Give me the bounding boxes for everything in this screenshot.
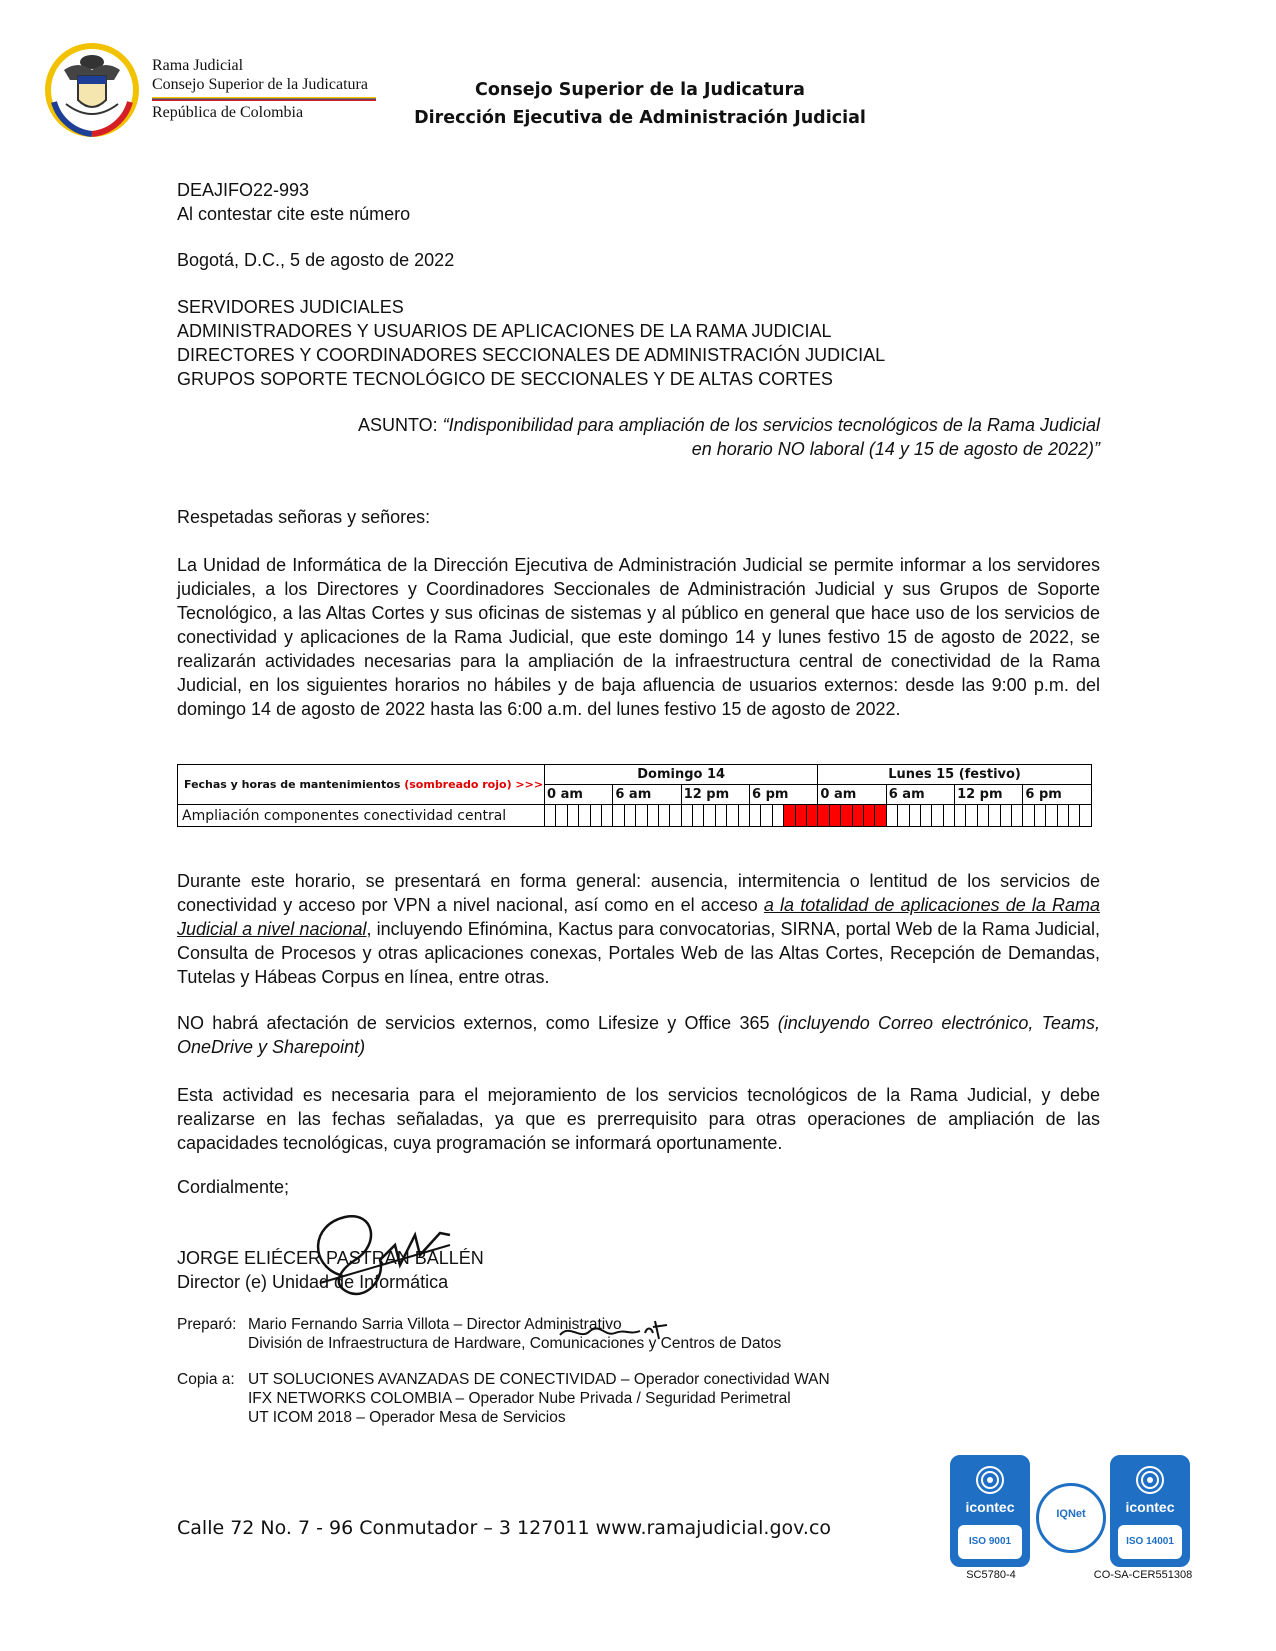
schedule-slot — [693, 805, 704, 827]
date-line: Bogotá, D.C., 5 de agosto de 2022 — [177, 250, 455, 270]
time-tick-label: 12 pm — [955, 785, 1023, 805]
badge-iso: ISO 9001 — [958, 1525, 1022, 1559]
schedule-slot — [658, 805, 669, 827]
prepared-label: Preparó: — [177, 1316, 237, 1333]
schedule-slot — [966, 805, 977, 827]
schedule-header-label: Fechas y horas de mantenimientos (sombreado rojo) >>> — [178, 765, 545, 805]
badge-brand: icontec — [965, 1499, 1015, 1515]
schedule-slot-shaded — [818, 805, 829, 827]
badge-code: SC5780-4 — [966, 1569, 1016, 1581]
schedule-slot — [761, 805, 772, 827]
cite-note: Al contestar cite este número — [177, 204, 411, 224]
header-title-line-2: Dirección Ejecutiva de Administración Judicial — [414, 108, 866, 128]
schedule-slot — [886, 805, 897, 827]
copy-line: IFX NETWORKS COLOMBIA – Operador Nube Privada / Seguridad Perimetral — [248, 1390, 791, 1407]
reference-block — [177, 178, 1100, 226]
day-header-sunday: Domingo 14 — [545, 765, 818, 785]
paragraph-2 — [177, 869, 1100, 989]
subject-line-2: en horario NO laboral (14 y 15 de agosto de 2022)” — [691, 439, 1100, 459]
schedule-slot — [920, 805, 931, 827]
schedule-slot — [738, 805, 749, 827]
org-line-1: Rama Judicial — [152, 57, 244, 74]
header-title-line-1: Consejo Superior de la Judicatura — [475, 80, 805, 100]
schedule-slot-shaded — [829, 805, 840, 827]
paragraph-1: La Unidad de Informática de la Dirección Ejecutiva de Administración Judicial se permite informar a los servidores judiciales, a los Directores y Coordinadores Seccionales de Administración Judicial y sus Grupos de Soporte Tecnológico, a las Altas Cortes y sus oficinas de sistemas y al público en general que hace uso de los servicios de conectividad y aplicaciones de la Rama Judicial, que este domingo 14 y lunes festivo 15 de agosto de 2022, se realizarán actividades necesarias para la ampliación de la infraestructura central de conectividad de la Rama Judicial, en los siguientes horarios no hábiles y de baja afluencia de usuarios externos: desde las 9:00 p.m. del domingo 14 de agosto de 2022 hasta las 6:00 a.m. del lunes festivo 15 de agosto de 2022. — [177, 555, 1100, 719]
day-header-monday: Lunes 15 (festivo) — [818, 765, 1091, 785]
paragraph-2-text: Durante este horario, se presentará en forma general: ausencia, intermitencia o lentitud de los servicios de conectividad y acceso por VPN a nivel nacional, así como en el acceso — [177, 871, 1100, 915]
prepared-block — [248, 1315, 781, 1353]
paragraph-3 — [177, 1011, 1100, 1059]
schedule-slot — [977, 805, 988, 827]
iqnet-label: IQNet — [1056, 1508, 1086, 1520]
prepared-line-1: Mario Fernando Sarria Villota – Director Administrativo — [248, 1316, 622, 1333]
paragraph-3-italic: (incluyendo Correo electrónico, Teams, OneDrive y Sharepoint) — [177, 1013, 1100, 1057]
icontec-logo-icon — [1135, 1465, 1165, 1495]
initials-image — [555, 1313, 675, 1343]
schedule-slot — [1080, 805, 1091, 827]
schedule-slot — [647, 805, 658, 827]
reference-number: DEAJIFO22-993 — [177, 180, 310, 200]
badge-brand: icontec — [1125, 1499, 1175, 1515]
recipients — [177, 295, 1100, 391]
schedule-slot-shaded — [852, 805, 863, 827]
schedule-slot — [1012, 805, 1023, 827]
coat-of-arms-icon — [44, 40, 144, 140]
schedule-slot-shaded — [863, 805, 874, 827]
schedule-slot — [772, 805, 783, 827]
schedule-slot-shaded — [875, 805, 886, 827]
schedule-slot — [898, 805, 909, 827]
schedule-slot-shaded — [806, 805, 817, 827]
schedule-slot — [556, 805, 567, 827]
schedule-slot — [704, 805, 715, 827]
recipient-line: SERVIDORES JUDICIALES — [177, 297, 404, 317]
closing: Cordialmente; — [177, 1177, 290, 1197]
schedule-slot — [681, 805, 692, 827]
paragraph-2-text-end: , incluyendo Efinómina, Kactus para convocatorias, SIRNA, portal Web de la Rama Judicial, Consulta de Procesos y otras aplicaciones conexas, Portales Web de las Altas Cortes, Recepción de Demandas, Tutelas y Hábeas Corpus en línea, entre otras. — [177, 919, 1100, 987]
time-tick-label: 0 am — [818, 785, 886, 805]
recipient-line: GRUPOS SOPORTE TECNOLÓGICO DE SECCIONALES Y DE ALTAS CORTES — [177, 369, 833, 389]
schedule-slot — [670, 805, 681, 827]
schedule-slot — [636, 805, 647, 827]
schedule-slot — [943, 805, 954, 827]
time-tick-label: 6 pm — [750, 785, 818, 805]
subject-label: ASUNTO: — [357, 415, 438, 435]
paragraph-2-emphasis: a la totalidad de aplicaciones de la Rama Judicial a nivel nacional — [177, 895, 1100, 939]
schedule-slot — [567, 805, 578, 827]
schedule-slot — [750, 805, 761, 827]
schedule-slot-shaded — [841, 805, 852, 827]
signer-name: JORGE ELIÉCER PASTRÁN BALLÉN — [177, 1248, 484, 1268]
paragraph-3-text: NO habrá afectación de servicios externos, como Lifesize y Office 365 — [177, 1013, 778, 1033]
org-line-2: Consejo Superior de la Judicatura — [152, 76, 368, 93]
org-line-3: República de Colombia — [152, 104, 304, 121]
recipient-line: DIRECTORES Y COORDINADORES SECCIONALES DE ADMINISTRACIÓN JUDICIAL — [177, 345, 886, 365]
activity-label: Ampliación componentes conectividad central — [178, 805, 545, 827]
signer-block — [177, 1246, 1100, 1294]
signer-role: Director (e) Unidad de Informática — [177, 1272, 449, 1292]
icontec-badge-14001 — [1110, 1455, 1190, 1567]
schedule-slot — [955, 805, 966, 827]
copy-label: Copia a: — [177, 1371, 235, 1388]
badge-code: CO-SA-CER551308 — [1093, 1569, 1193, 1581]
schedule-slot — [715, 805, 726, 827]
time-tick-label: 12 pm — [681, 785, 749, 805]
copy-line: UT SOLUCIONES AVANZADAS DE CONECTIVIDAD – Operador conectividad WAN — [248, 1371, 830, 1388]
schedule-table — [177, 764, 1092, 827]
copy-line: UT ICOM 2018 – Operador Mesa de Servicios — [248, 1409, 566, 1426]
maintenance-schedule — [177, 764, 1092, 827]
paragraph-4: Esta actividad es necesaria para el mejoramiento de los servicios tecnológicos de la Rama Judicial, y debe realizarse en las fechas señaladas, ya que es prerrequisito para otras operaciones de ampliación de las capacidades tecnológicas, cuya programación se informará oportunamente. — [177, 1085, 1100, 1153]
schedule-slot — [601, 805, 612, 827]
iqnet-badge — [1036, 1483, 1106, 1553]
icontec-logo-icon — [975, 1465, 1005, 1495]
schedule-slot — [1046, 805, 1057, 827]
time-tick-label: 0 am — [545, 785, 613, 805]
schedule-slot — [1068, 805, 1079, 827]
schedule-slot — [1023, 805, 1034, 827]
schedule-slot — [727, 805, 738, 827]
schedule-slot-shaded — [784, 805, 795, 827]
header-title — [340, 76, 940, 132]
copy-block — [248, 1370, 830, 1427]
schedule-slot — [545, 805, 556, 827]
schedule-slot — [579, 805, 590, 827]
schedule-slot — [1034, 805, 1045, 827]
prepared-line-2: División de Infraestructura de Hardware, Comunicaciones y Centros de Datos — [248, 1335, 782, 1352]
time-tick-label: 6 pm — [1023, 785, 1091, 805]
schedule-slot — [989, 805, 1000, 827]
schedule-slot — [624, 805, 635, 827]
schedule-slot — [590, 805, 601, 827]
schedule-slot — [1057, 805, 1068, 827]
recipient-line: ADMINISTRADORES Y USUARIOS DE APLICACIONES DE LA RAMA JUDICIAL — [177, 321, 832, 341]
badge-iso: ISO 14001 — [1118, 1525, 1182, 1559]
subject-line-1: “Indisponibilidad para ampliación de los servicios tecnológicos de la Rama Judicial — [442, 415, 1100, 435]
certification-badges — [950, 1455, 1193, 1595]
subject — [177, 413, 1100, 461]
schedule-header-red: (sombreado rojo) >>> — [404, 778, 544, 791]
time-tick-label: 6 am — [886, 785, 954, 805]
salutation: Respetadas señoras y señores: — [177, 507, 431, 527]
schedule-slot — [932, 805, 943, 827]
footer-address: Calle 72 No. 7 - 96 Conmutador – 3 127011 www.ramajudicial.gov.co — [177, 1517, 832, 1539]
schedule-slot — [1000, 805, 1011, 827]
schedule-slot — [909, 805, 920, 827]
schedule-slot-shaded — [795, 805, 806, 827]
icontec-badge-9001 — [950, 1455, 1030, 1567]
schedule-slot — [613, 805, 624, 827]
time-tick-label: 6 am — [613, 785, 681, 805]
